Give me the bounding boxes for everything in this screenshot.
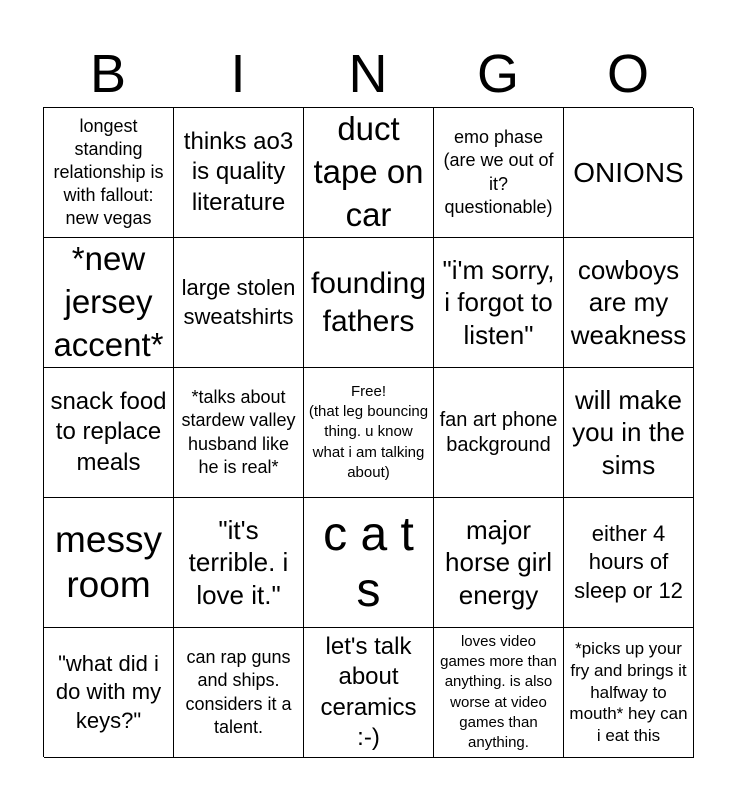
bingo-cell[interactable]	[564, 628, 694, 758]
cell-text: *new jersey accent*	[53, 240, 164, 363]
bingo-cell[interactable]	[44, 628, 174, 758]
bingo-cell[interactable]	[434, 368, 564, 498]
bingo-cell[interactable]	[564, 238, 694, 368]
bingo-cell[interactable]	[434, 498, 564, 628]
bingo-cell[interactable]	[174, 368, 304, 498]
cell-text: c a t s	[323, 508, 414, 617]
cell-text: can rap guns and ships. considers it a talent.	[185, 647, 292, 737]
cell-text: will make you in the sims	[572, 385, 685, 480]
header-letter-o: O	[606, 44, 649, 104]
cell-text: *talks about stardew valley husband like he is real*	[181, 387, 296, 477]
cell-text: "what did i do with my keys?"	[55, 651, 162, 733]
cell-text: loves video games more than anything. is also worse at video games than anything.	[440, 632, 557, 751]
bingo-cell[interactable]	[434, 238, 564, 368]
cell-text: duct tape on car	[313, 110, 424, 233]
bingo-cell[interactable]	[174, 238, 304, 368]
bingo-cell[interactable]	[304, 238, 434, 368]
header-letter-g: G	[476, 44, 519, 104]
cell-text: large stolen sweatshirts	[181, 275, 296, 329]
bingo-cell[interactable]	[44, 238, 174, 368]
bingo-cell[interactable]	[434, 108, 564, 238]
cell-text: major horse girl energy	[445, 515, 552, 610]
bingo-cell[interactable]	[304, 628, 434, 758]
cell-text: "i'm sorry, i forgot to listen"	[442, 255, 555, 350]
cell-text: snack food to replace meals	[50, 388, 167, 476]
cell-text: messy room	[55, 519, 162, 605]
cell-text: ONIONS	[573, 156, 684, 188]
bingo-grid	[43, 107, 693, 757]
bingo-cell[interactable]	[564, 498, 694, 628]
bingo-cell[interactable]	[174, 498, 304, 628]
cell-text: *picks up your fry and brings it halfway to mouth* hey can i eat this	[569, 639, 688, 746]
cell-text: either 4 hours of sleep or 12	[574, 521, 683, 603]
cell-text: fan art phone background	[439, 408, 558, 456]
header-letter-n: N	[348, 44, 388, 104]
bingo-cell[interactable]	[44, 108, 174, 238]
bingo-cell[interactable]	[174, 628, 304, 758]
cell-text: longest standing relationship is with fallout: new vegas	[53, 115, 164, 229]
cell-text: Free! (that leg bouncing thing. u know what i am talking about)	[308, 382, 429, 481]
bingo-cell[interactable]	[434, 628, 564, 758]
cell-text: "it's terrible. i love it."	[188, 515, 289, 610]
bingo-cell[interactable]	[304, 498, 434, 628]
cell-text: emo phase (are we out of it? questionable)	[443, 127, 554, 217]
header-letter-b: B	[89, 44, 127, 104]
cell-text: let's talk about ceramics :-)	[320, 633, 417, 751]
bingo-cell[interactable]	[564, 368, 694, 498]
bingo-cell[interactable]	[174, 108, 304, 238]
header-letter-i: I	[230, 44, 246, 104]
bingo-cell[interactable]	[44, 498, 174, 628]
cell-text: cowboys are my weakness	[570, 255, 687, 350]
bingo-cell[interactable]	[564, 108, 694, 238]
bingo-cell[interactable]	[44, 368, 174, 498]
cell-text: thinks ao3 is quality literature	[183, 128, 294, 216]
bingo-header	[43, 40, 693, 108]
cell-text: founding fathers	[310, 267, 427, 338]
free-space[interactable]	[304, 368, 434, 498]
bingo-cell[interactable]	[304, 108, 434, 238]
